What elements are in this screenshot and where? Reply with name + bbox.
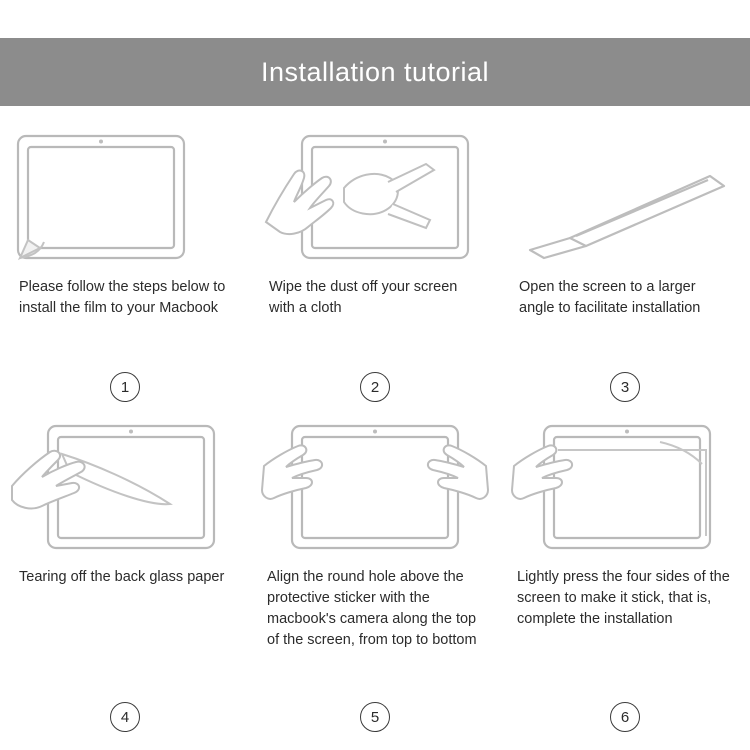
laptop-open-wide-angle-icon: [510, 130, 740, 265]
step-6-number-wrap: [510, 702, 740, 732]
hand-pressing-film-edges-icon: [510, 420, 740, 555]
step-number-badge: 1: [110, 372, 140, 402]
step-5-caption: Align the round hole above the protective sticker with the macbook's camera along the top of the screen, from top to bottom: [267, 569, 477, 648]
step-5-illustration: [260, 420, 490, 555]
step-5-number-wrap: [260, 702, 490, 732]
step-number-badge: 5: [360, 702, 390, 732]
step-number-badge: 3: [610, 372, 640, 402]
page-title: Installation tutorial: [260, 56, 490, 87]
two-hands-aligning-film-icon: [260, 420, 490, 555]
steps-row-2: [0, 410, 750, 740]
step-number-badge: 2: [360, 372, 390, 402]
step-6-caption: Lightly press the four sides of the screen to make it stick, that is, complete the installation: [517, 569, 730, 627]
step-4-illustration: [10, 420, 240, 555]
steps-grid: [0, 120, 750, 740]
step-1-number-wrap: [10, 372, 240, 402]
header-bar: [0, 38, 750, 106]
hand-peeling-back-paper-icon: [10, 420, 240, 555]
step-2-illustration: [260, 130, 490, 265]
macbook-screen-with-peeling-film-icon: [10, 130, 240, 265]
step-number-badge: 4: [110, 702, 140, 732]
step-4-number-wrap: [10, 702, 240, 732]
step-2-number-wrap: [260, 372, 490, 402]
hand-wiping-screen-with-cloth-icon: [260, 130, 490, 265]
step-3-caption: Open the screen to a larger angle to facilitate installation: [519, 279, 701, 316]
step-3-illustration: [510, 130, 740, 265]
step-card-4: [0, 410, 250, 740]
step-card-1: [0, 120, 250, 410]
step-2-caption: Wipe the dust off your screen with a cloth: [269, 279, 458, 316]
step-3-number-wrap: [510, 372, 740, 402]
step-1-illustration: [10, 130, 240, 265]
step-card-6: [500, 410, 750, 740]
step-card-3: [500, 120, 750, 410]
step-card-2: [250, 120, 500, 410]
step-number-badge: 6: [610, 702, 640, 732]
steps-row-1: [0, 120, 750, 410]
step-4-caption: Tearing off the back glass paper: [19, 569, 225, 585]
step-card-5: [250, 410, 500, 740]
step-1-caption: Please follow the steps below to install the film to your Macbook: [19, 279, 226, 316]
step-6-illustration: [510, 420, 740, 555]
